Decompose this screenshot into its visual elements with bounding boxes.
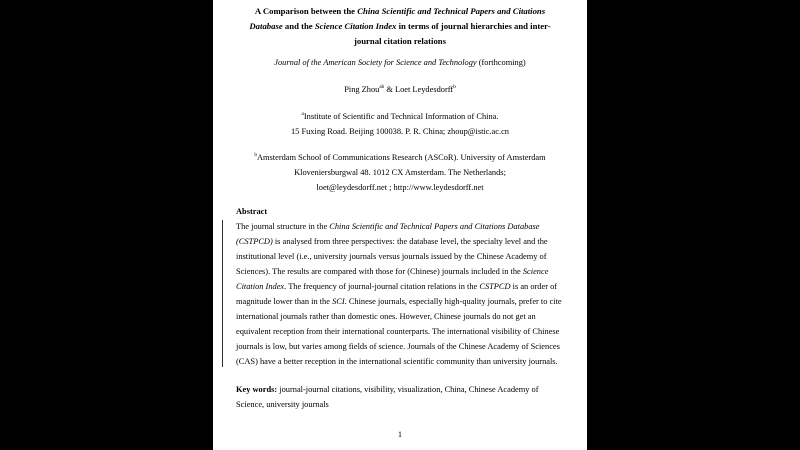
affiliation-a-mark: a [301,111,304,118]
abstract-segment: . The frequency of journal-journal citation relations in the [284,282,480,291]
author-1-name: Ping Zhou [344,85,380,94]
author-2-name: Loet Leydesdorff [394,85,454,94]
journal-status-note: (forthcoming) [476,58,526,67]
abstract-segment: The journal structure in the [236,222,330,231]
affiliation-a-institute: Institute of Scientific and Technical Information of China. [303,112,499,121]
author-1-affiliation-mark: ab [379,84,385,91]
abstract-sci-acronym: SCI [332,297,345,306]
author-2-affiliation-mark: b [453,84,456,91]
affiliation-a-line-2: 15 Fuxing Road. Beijing 100038. P. R. China; zhoup@istic.ac.cn [290,127,509,136]
abstract-sci-name: Science Citation Index [236,267,549,291]
affiliation-b [236,150,564,195]
abstract-heading: Abstract [236,207,268,216]
abstract-segment: . Chinese journals, especially high-quality journals, prefer to cite international journals rather than domestic ones. However, Chinese journals do not get an equivalent reception from their international counterparts. The international visibility of Chinese journals is low, but varies among fields of science. Journals of the Chinese Academy of Sciences (CAS) have a better reception in the international scientific community than university journals. [236,297,562,366]
title-sci-name: Science Citation Index [314,21,397,31]
affiliation-a-line-1 [236,109,564,124]
page-number: 1 [397,430,403,439]
author-line [236,82,564,97]
abstract-segment: is an order of magnitude lower than in the [236,282,558,306]
affiliation-b-line-2: Kloveniersburgwal 48. 1012 CX Amsterdam. The Netherlands; [294,168,506,177]
keywords-line [236,382,564,412]
journal-line [236,55,564,70]
document-page [213,0,587,450]
affiliation-b-line-1 [236,150,564,165]
keywords-list: journal-journal citations, visibility, visualization, China, Chinese Academy of Science, university journals [236,385,539,409]
abstract-segment: is analysed from three perspectives: the database level, the specialty level and the institutional level (i.e., university journals versus journals issued by the Chinese Academy of Sciences). The results are compared with those for (Chinese) journals included in the [236,237,548,276]
title-text-3: in terms of journal hierarchies and inter-journal citation relations [353,21,551,46]
affiliation-b-mark: b [254,152,257,159]
abstract-cstpcd-name: China Scientific and Technical Papers and Citations Database (CSTPCD) [236,222,540,246]
affiliation-b-line-3: loet@leydesdorff.net ; http://www.leydesdorff.net [316,183,484,192]
revision-change-bar [222,220,223,367]
journal-name: Journal of the American Society for Science and Technology [274,58,477,67]
keywords-label: Key words: [236,385,278,394]
title-text-2: and the [282,21,315,31]
paper-title [240,4,560,49]
affiliation-b-institute: Amsterdam School of Communications Research (ASCoR). University of Amsterdam [256,153,546,162]
abstract-cstpcd-acronym: CSTPCD [479,282,511,291]
title-cstpcd-name: China Scientific and Technical Papers and Citations Database [249,6,546,31]
affiliation-a [236,109,564,139]
author-joiner: & [384,85,395,94]
abstract-text [236,219,564,369]
title-text-1: A Comparison between the [254,6,358,16]
